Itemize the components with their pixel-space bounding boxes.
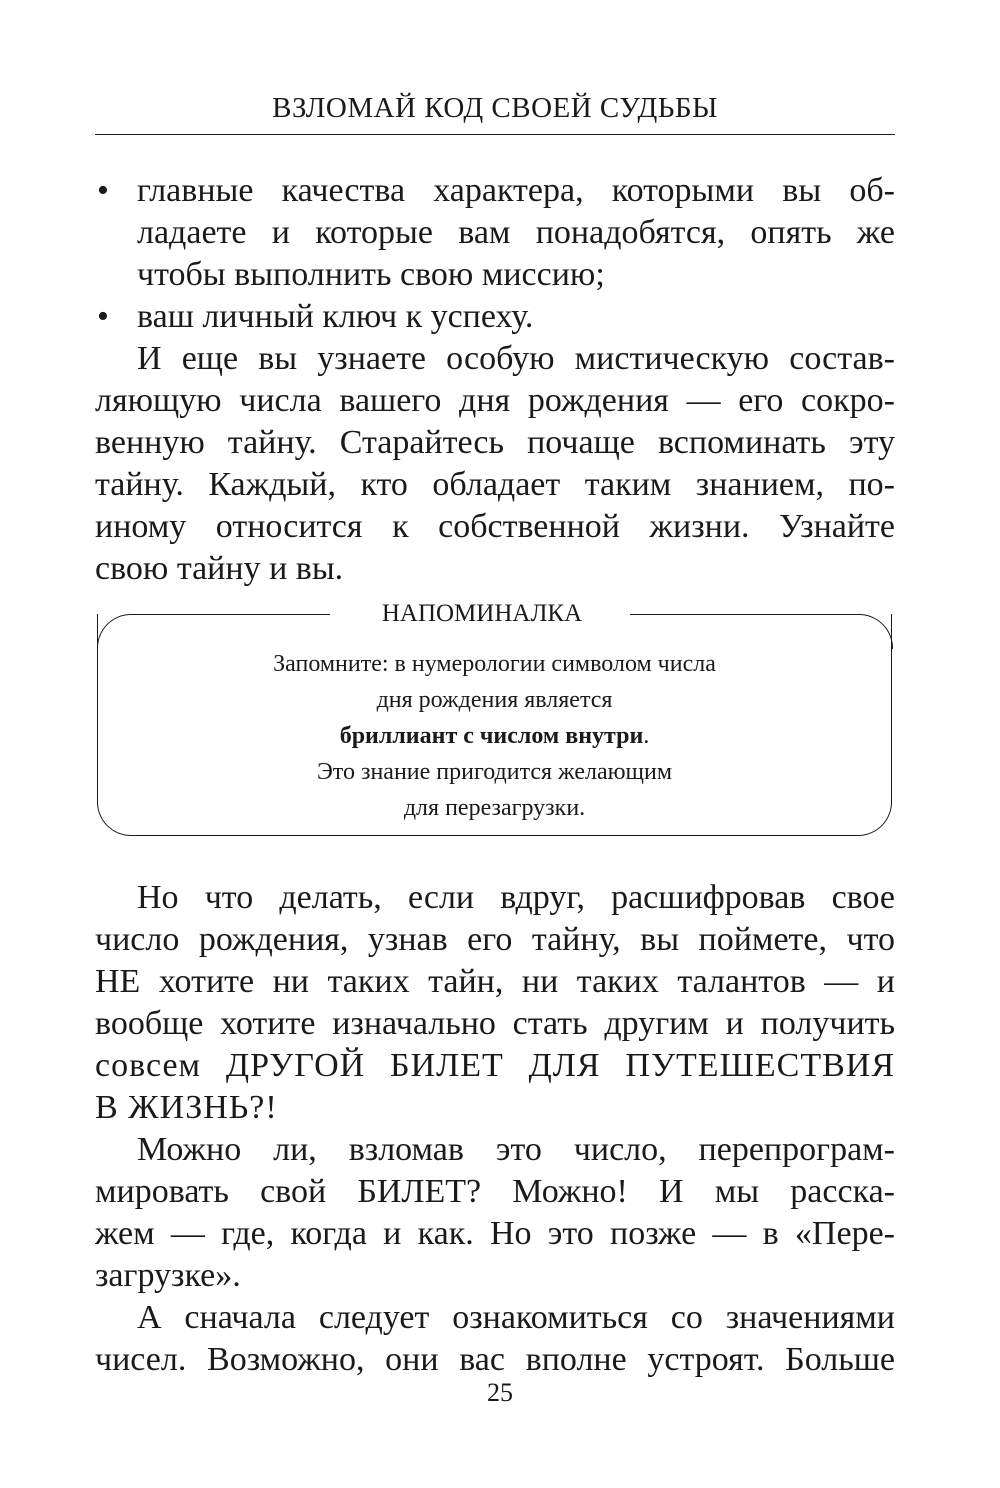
- text-line: загрузке».: [95, 1257, 241, 1294]
- text-line: ляющую числа вашего дня рождения — его сокро-: [95, 382, 895, 419]
- text-line: А сначала следует ознакомиться со значениями: [137, 1299, 895, 1336]
- text-line: мировать свой БИЛЕТ? Можно! И мы расска-: [95, 1173, 895, 1210]
- reminder-line: бриллиант с числом внутри.: [339, 723, 650, 749]
- text-line: венную тайну. Старайтесь почаще вспоминать эту: [95, 424, 895, 461]
- text-block-bottom: [95, 877, 895, 1381]
- header-rule: [95, 134, 895, 135]
- reminder-line: Это знание пригодится желающим: [316, 759, 673, 785]
- reminder-title: НАПОМИНАЛКА: [381, 600, 583, 627]
- text-block-top: [95, 170, 895, 590]
- running-header: ВЗЛОМАЙ КОД СВОЕЙ СУДЬБЫ: [272, 92, 718, 124]
- bullet-line: • главные качества характера, которыми вы об-: [95, 170, 895, 212]
- text-line: вообще хотите изначально стать другим и получить: [95, 1005, 895, 1042]
- text-line: И еще вы узнаете особую мистическую состав-: [137, 340, 895, 377]
- text-line: В ЖИЗНЬ?!: [95, 1089, 278, 1126]
- text-line: иному относится к собственной жизни. Узнайте: [95, 508, 895, 545]
- text-line: ладаете и которые вам понадобятся, опять же: [137, 214, 895, 251]
- text-line: число рождения, узнав его тайну, вы поймете, что: [95, 921, 895, 958]
- bullet-icon: •: [97, 172, 109, 209]
- text-line: чисел. Возможно, они вас вполне устроят. Больше: [95, 1341, 895, 1378]
- reminder-line: дня рождения является: [376, 687, 613, 713]
- text-line: совсем ДРУГОЙ БИЛЕТ ДЛЯ ПУТЕШЕСТВИЯ: [95, 1047, 895, 1084]
- reminder-bold-text: бриллиант с числом внутри: [339, 723, 644, 749]
- reminder-line: Запомните: в нумерологии символом числа: [273, 651, 716, 677]
- text-line: Можно ли, взломав это число, перепрограм-: [137, 1131, 895, 1168]
- page-number: 25: [487, 1378, 513, 1407]
- text-line: свою тайну и вы.: [95, 550, 344, 587]
- reminder-body: [97, 646, 892, 826]
- text-line: чтобы выполнить свою миссию;: [137, 256, 605, 293]
- reminder-line: для перезагрузки.: [403, 795, 586, 821]
- text-line: Но что делать, если вдруг, расшифровав свое: [137, 879, 895, 916]
- text-line: жем — где, когда и как. Но это позже — в «Пере-: [95, 1215, 895, 1252]
- text-line: тайну. Каждый, кто обладает таким знанием, по-: [95, 466, 895, 503]
- bullet-line: • ваш личный ключ к успеху.: [95, 296, 895, 338]
- text-line: НЕ хотите ни таких тайн, ни таких талантов — и: [95, 963, 895, 1000]
- bullet-icon: •: [97, 298, 109, 335]
